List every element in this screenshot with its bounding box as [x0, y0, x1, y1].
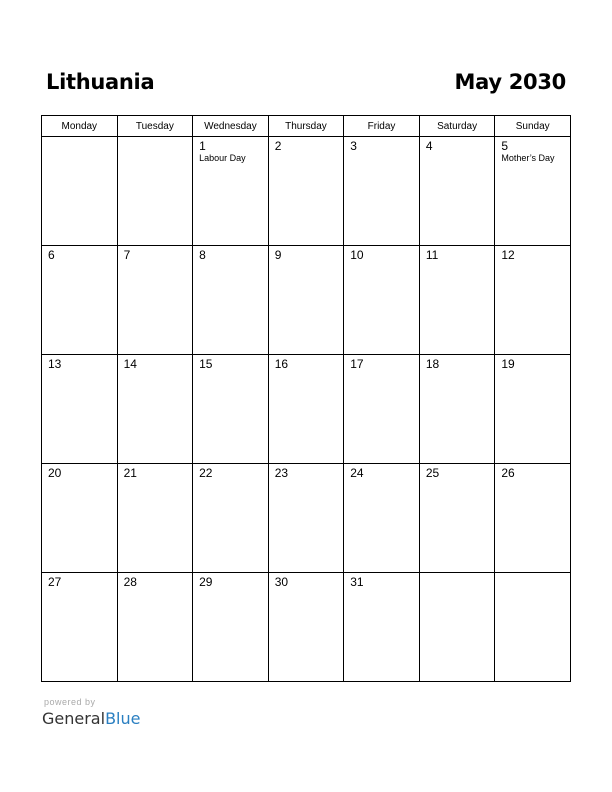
day-cell	[419, 464, 495, 573]
day-cell	[42, 355, 118, 464]
day-cell	[117, 355, 193, 464]
weekday-header: Monday	[42, 116, 118, 137]
day-cell	[268, 246, 344, 355]
day-cell	[42, 137, 118, 246]
day-cell	[268, 573, 344, 682]
day-cell	[193, 464, 269, 573]
logo-text-blue: Blue	[105, 709, 141, 728]
day-number: 4	[425, 139, 433, 153]
day-number: 21	[123, 466, 137, 480]
day-number: 19	[501, 357, 515, 371]
day-cell	[344, 355, 420, 464]
day-number: 12	[501, 248, 515, 262]
day-number: 28	[123, 575, 137, 589]
day-cell	[268, 464, 344, 573]
day-number: 24	[350, 466, 364, 480]
day-number: 6	[48, 248, 55, 262]
day-number: 23	[274, 466, 289, 480]
generalblue-logo	[42, 709, 140, 728]
day-cell	[117, 246, 193, 355]
weekday-header: Friday	[344, 116, 420, 137]
day-number: 17	[350, 357, 364, 371]
weekday-header: Saturday	[419, 116, 495, 137]
week-row	[42, 137, 571, 246]
day-number: 13	[48, 357, 62, 371]
day-cell	[495, 573, 571, 682]
day-cell	[42, 573, 118, 682]
weekday-header-row	[42, 116, 571, 137]
day-number: 25	[425, 466, 440, 480]
day-number: 27	[48, 575, 62, 589]
day-cell	[495, 355, 571, 464]
week-row	[42, 573, 571, 682]
day-cell	[344, 246, 420, 355]
day-number: 7	[123, 248, 131, 262]
day-cell	[117, 573, 193, 682]
day-number: 11	[425, 248, 439, 262]
day-cell	[117, 137, 193, 246]
day-number: 20	[48, 466, 62, 480]
day-cell	[419, 246, 495, 355]
day-number: 8	[199, 248, 206, 262]
week-row	[42, 464, 571, 573]
day-cell	[193, 246, 269, 355]
day-number: 15	[199, 357, 213, 371]
day-cell	[42, 464, 118, 573]
day-cell	[344, 137, 420, 246]
logo-text-general: General	[42, 709, 106, 728]
day-number: 31	[350, 575, 364, 589]
day-cell	[344, 573, 420, 682]
country-title: Lithuania	[46, 70, 155, 94]
day-cell	[419, 573, 495, 682]
month-year-title: May 2030	[454, 70, 566, 94]
week-row	[42, 355, 571, 464]
day-cell	[193, 355, 269, 464]
weekday-header: Wednesday	[193, 116, 269, 137]
day-number: 14	[123, 357, 137, 371]
day-cell	[495, 464, 571, 573]
day-number: 16	[274, 357, 289, 371]
day-number: 22	[199, 466, 213, 480]
holiday-label: Labour Day	[199, 153, 246, 163]
day-number: 30	[274, 575, 289, 589]
holiday-label: Mother’s Day	[501, 153, 555, 163]
day-cell	[268, 137, 344, 246]
day-cell	[495, 246, 571, 355]
day-number: 5	[501, 139, 509, 153]
weekday-header: Thursday	[268, 116, 344, 137]
day-number: 1	[199, 139, 206, 153]
calendar-grid	[41, 115, 571, 682]
day-number: 26	[501, 466, 515, 480]
day-cell	[495, 137, 571, 246]
day-number: 3	[350, 139, 357, 153]
day-number: 29	[199, 575, 213, 589]
week-row	[42, 246, 571, 355]
day-number: 18	[425, 357, 440, 371]
powered-by-text: powered by	[44, 697, 96, 707]
day-cell	[344, 464, 420, 573]
day-number: 2	[274, 139, 282, 153]
day-cell	[42, 246, 118, 355]
day-cell	[193, 137, 269, 246]
weekday-header: Sunday	[495, 116, 571, 137]
day-number: 9	[274, 248, 282, 262]
day-cell	[268, 355, 344, 464]
day-cell	[419, 355, 495, 464]
day-cell	[193, 573, 269, 682]
day-cell	[117, 464, 193, 573]
weekday-header: Tuesday	[117, 116, 193, 137]
day-number: 10	[350, 248, 364, 262]
day-cell	[419, 137, 495, 246]
